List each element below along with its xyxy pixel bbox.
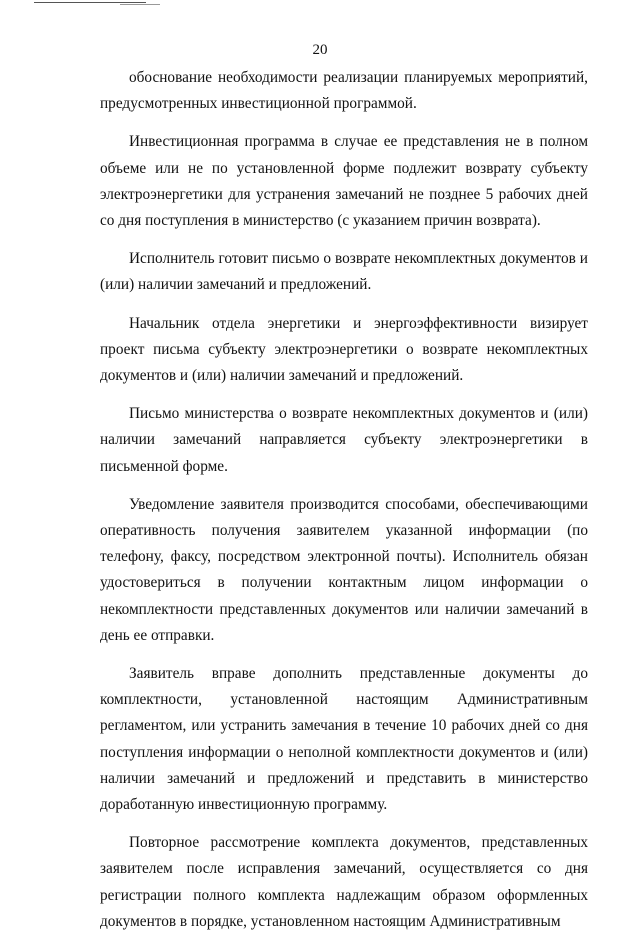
scan-artifact-line [34, 2, 146, 3]
document-body [100, 65, 588, 947]
paragraph-return-of-program: Инвестиционная программа в случае ее представления не в полном объеме или не по установленной форме подлежит возврату субъекту электроэнергетики для устранения замечаний не позднее 5 рабочих дней со дня поступления в министерство (с указанием причин возврата). [100, 133, 588, 230]
paragraph-justification-continuation: обоснование необходимости реализации планируемых мероприятий, предусмотренных инвестиционной программой. [100, 69, 588, 113]
paragraph-repeated-review: Повторное рассмотрение комплекта документов, представленных заявителем после исправления замечаний, осуществляется со дня регистрации полного комплекта надлежащим образом оформленных документов в порядке, установленном настоящим Административным [100, 834, 588, 930]
paragraph-applicant-right-to-complete: Заявитель вправе дополнить представленные документы до комплектности, установленной настоящим Административным регламентом, или устранить замечания в течение 10 рабочих дней со дня поступления информации о неполной комплектности документов и (или) наличии замечаний и предложений и представить в министерство доработанную инвестиционную программу. [100, 665, 588, 814]
page-number: 20 [312, 42, 328, 58]
paragraph-department-head-approval: Начальник отдела энергетики и энергоэффективности визирует проект письма субъекту электроэнергетики о возврате некомплектных документов и (или) наличии замечаний и предложений. [100, 314, 588, 385]
paragraph-applicant-notification: Уведомление заявителя производится способами, обеспечивающими оперативность получения заявителем указанной информации (по телефону, факсу, посредством электронной почты). Исполнитель обязан удостовериться в получении контактным лицом информации о некомплектности представленных документов или наличии замечаний в день ее отправки. [100, 495, 588, 644]
scan-artifact-line [120, 4, 160, 5]
paragraph-ministry-letter: Письмо министерства о возврате некомплектных документов и (или) наличии замечаний направляется субъекту электроэнергетики в письменной форме. [100, 405, 588, 475]
paragraph-executor-letter: Исполнитель готовит письмо о возврате некомплектных документов и (или) наличии замечаний и предложений. [100, 250, 588, 294]
